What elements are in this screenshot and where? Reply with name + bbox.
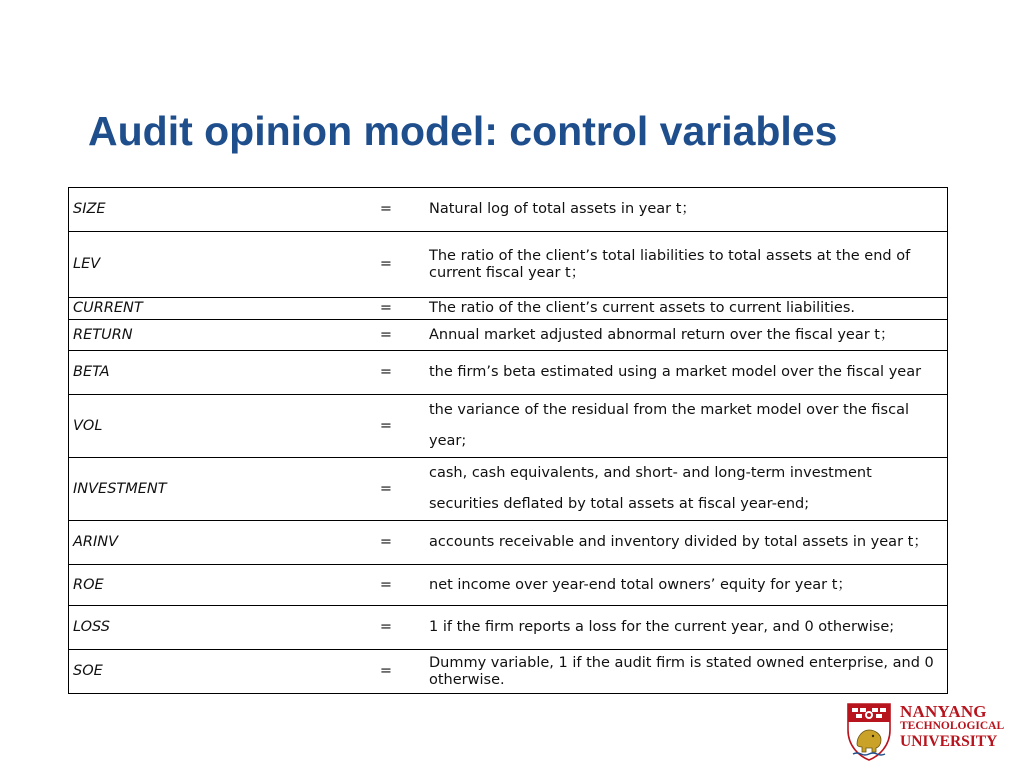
variable-name: BETA xyxy=(69,351,348,395)
equals-sign: = xyxy=(347,650,425,694)
table-row xyxy=(69,521,948,565)
university-logo xyxy=(845,700,1010,762)
variable-name: INVESTMENT xyxy=(69,458,348,521)
variable-name: LOSS xyxy=(69,606,348,650)
variable-definition: Dummy variable, 1 if the audit firm is stated owned enterprise, and 0 otherwise. xyxy=(425,650,948,694)
variable-name: ARINV xyxy=(69,521,348,565)
equals-sign: = xyxy=(347,521,425,565)
variable-name: RETURN xyxy=(69,320,348,351)
equals-sign: = xyxy=(347,395,425,458)
table-row xyxy=(69,395,948,458)
control-variables-table xyxy=(68,187,948,694)
equals-sign: = xyxy=(347,188,425,232)
logo-line-technological: TECHNOLOGICAL xyxy=(900,720,1005,732)
university-crest-icon xyxy=(845,700,893,762)
equals-sign: = xyxy=(347,298,425,320)
equals-sign: = xyxy=(347,458,425,521)
variable-definition: accounts receivable and inventory divided by total assets in year t； xyxy=(425,521,948,565)
slide-title: Audit opinion model: control variables xyxy=(88,108,838,154)
table-row xyxy=(69,650,948,694)
variable-definition: net income over year-end total owners’ equity for year t； xyxy=(425,565,948,606)
logo-line-nanyang: NANYANG xyxy=(900,702,987,721)
variable-definition: the variance of the residual from the market model over the fiscal year; xyxy=(425,395,948,458)
variable-definition: Annual market adjusted abnormal return over the fiscal year t； xyxy=(425,320,948,351)
variable-definition: Natural log of total assets in year t； xyxy=(425,188,948,232)
variable-definition: the firm’s beta estimated using a market model over the fiscal year xyxy=(425,351,948,395)
variable-definition: The ratio of the client’s total liabilities to total assets at the end of current fiscal year t； xyxy=(425,232,948,298)
equals-sign: = xyxy=(347,320,425,351)
table-row xyxy=(69,606,948,650)
variable-name: SIZE xyxy=(69,188,348,232)
equals-sign: = xyxy=(347,232,425,298)
variable-definition: cash, cash equivalents, and short- and long-term investment securities deflated by total assets at fiscal year-end; xyxy=(425,458,948,521)
variable-definition: 1 if the firm reports a loss for the current year, and 0 otherwise; xyxy=(425,606,948,650)
variable-name: LEV xyxy=(69,232,348,298)
variable-name: VOL xyxy=(69,395,348,458)
table-row xyxy=(69,351,948,395)
variable-name: CURRENT xyxy=(69,298,348,320)
table-row xyxy=(69,320,948,351)
logo-line-university: UNIVERSITY xyxy=(900,733,998,750)
table-row xyxy=(69,232,948,298)
equals-sign: = xyxy=(347,565,425,606)
equals-sign: = xyxy=(347,606,425,650)
table-row xyxy=(69,565,948,606)
table-row xyxy=(69,458,948,521)
variable-definition: The ratio of the client’s current assets to current liabilities. xyxy=(425,298,948,320)
variable-name: SOE xyxy=(69,650,348,694)
table-row xyxy=(69,298,948,320)
table-row xyxy=(69,188,948,232)
variable-name: ROE xyxy=(69,565,348,606)
university-wordmark xyxy=(900,704,1004,749)
equals-sign: = xyxy=(347,351,425,395)
